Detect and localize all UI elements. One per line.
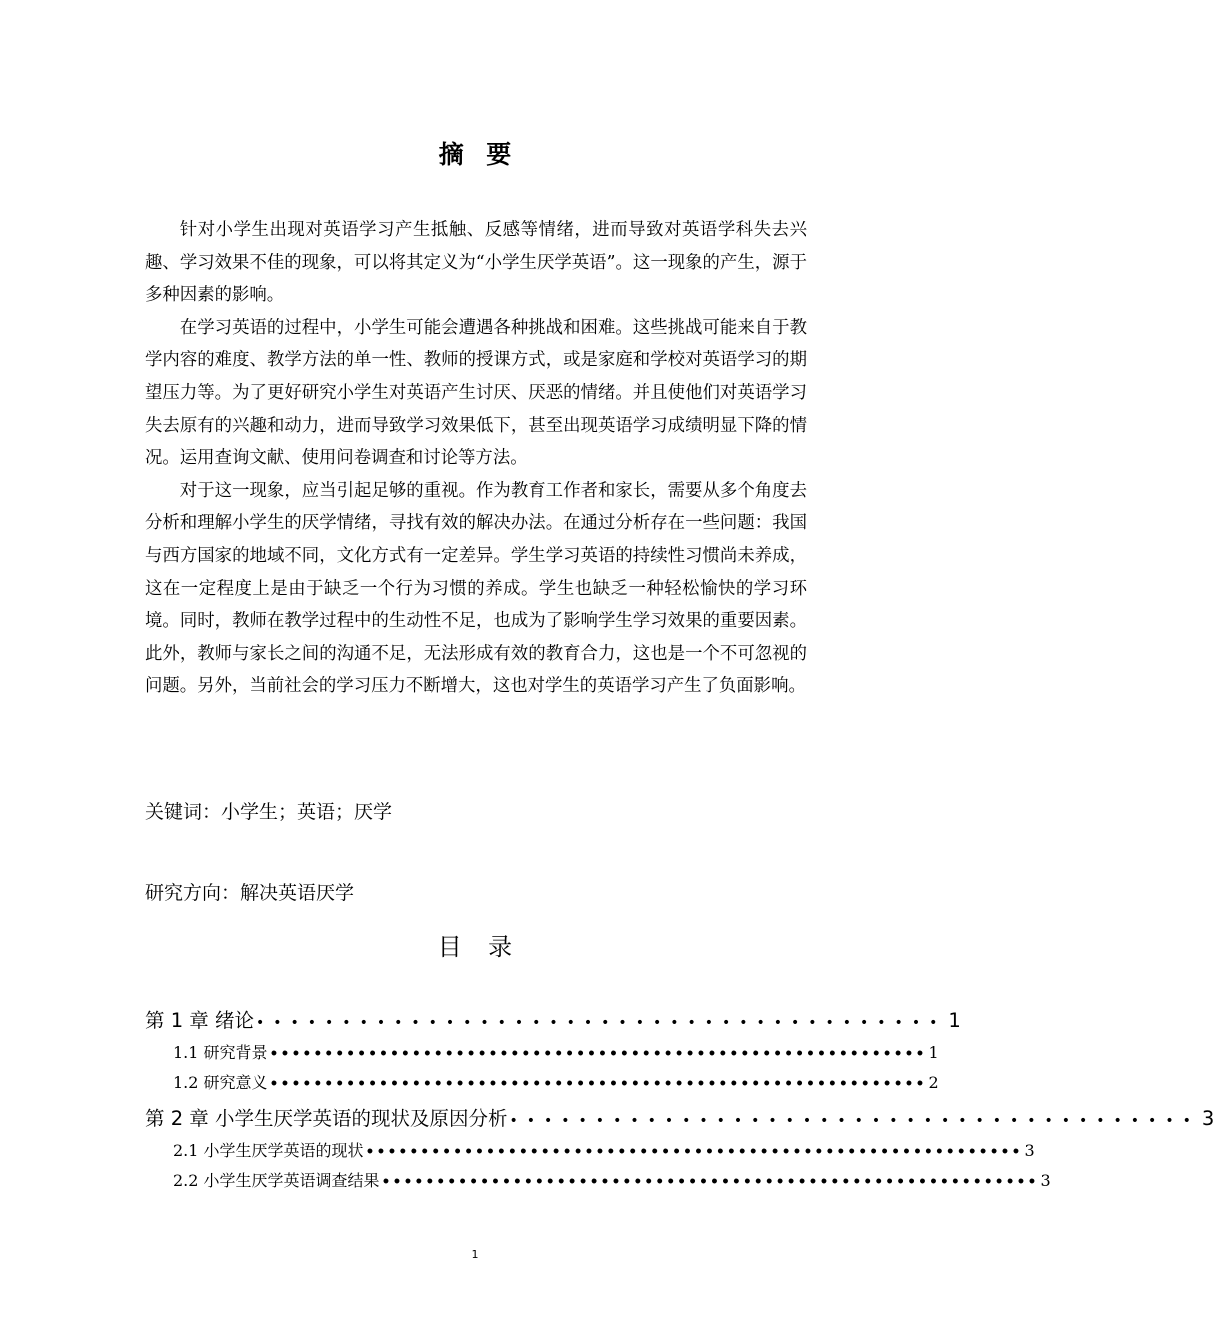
toc-dot-leader: ••••••••••••••••••••••••••••••••••••••••: [256, 1015, 947, 1031]
toc-entry-label: 2.1 小学生厌学英语的现状: [173, 1141, 364, 1160]
toc-dot-leader: ••••••••••••••••••••••••••••••••••••••••••••••••••••••••••••: [269, 1046, 927, 1062]
toc-entry-page: 3: [1024, 1141, 1035, 1160]
abstract-paragraph-2: 在学习英语的过程中，小学生可能会遭遇各种挑战和困难。这些挑战可能来自于教学内容的难度、教学方法的单一性、教师的授课方式，或是家庭和学校对英语学习的期望压力等。为了更好研究小学生对英语产生讨厌、厌恶的情绪。并且使他们对英语学习失去原有的兴趣和动力，进而导致学习效果低下，甚至出现英语学习成绩明显下降的情况。运用查询文献、使用问卷调查和讨论等方法。: [145, 317, 807, 469]
toc-entry-label: 第 2 章 小学生厌学英语的现状及原因分析: [145, 1107, 508, 1130]
toc-dot-leader: ••••••••••••••••••••••••••••••••••••••••••••••••••••••••••••: [269, 1076, 927, 1092]
toc-dot-leader: ••••••••••••••••••••••••••••••••••••••••••••••••••••••••••••: [365, 1144, 1023, 1160]
toc-title: 目录: [437, 933, 539, 961]
toc-entry-page: 3: [1201, 1107, 1214, 1130]
toc-entry-label: 2.2 小学生厌学英语调查结果: [173, 1171, 380, 1190]
page-number: 1: [471, 1248, 479, 1261]
abstract-paragraph-1: 针对小学生出现对英语学习产生抵触、反感等情绪，进而导致对英语学科失去兴趣、学习效果不佳的现象，可以将其定义为“小学生厌学英语”。这一现象的产生，源于多种因素的影响。: [145, 220, 807, 306]
toc-dot-leader: ••••••••••••••••••••••••••••••••••••••••: [509, 1113, 1200, 1129]
toc-entry-section-1-2[interactable]: [145, 1068, 939, 1098]
abstract-body: [145, 214, 807, 703]
research-direction-line: 研究方向：解决英语厌学: [145, 882, 355, 904]
toc-entry-chapter-1[interactable]: [145, 1004, 961, 1038]
toc-entry-section-2-2[interactable]: [145, 1166, 1051, 1196]
toc-dot-leader: ••••••••••••••••••••••••••••••••••••••••••••••••••••••••••••: [381, 1174, 1039, 1190]
abstract-title: 摘要: [438, 140, 534, 169]
toc-entry-section-1-1[interactable]: [145, 1038, 939, 1068]
toc-entry-page: 3: [1040, 1171, 1051, 1190]
abstract-paragraph-3: 对于这一现象，应当引起足够的重视。作为教育工作者和家长，需要从多个角度去分析和理解小学生的厌学情绪，寻找有效的解决办法。在通过分析存在一些问题：我国与西方国家的地域不同，文化方式有一定差异。学生学习英语的持续性习惯尚未养成，这在一定程度上是由于缺乏一个行为习惯的养成。学生也缺乏一种轻松愉快的学习环境。同时，教师在教学过程中的生动性不足，也成为了影响学生学习效果的重要因素。此外，教师与家长之间的沟通不足，无法形成有效的教育合力，这也是一个不可忽视的问题。另外，当前社会的学习压力不断增大，这也对学生的英语学习产生了负面影响。: [145, 480, 807, 697]
table-of-contents: [145, 1004, 1214, 1196]
toc-entry-page: 2: [928, 1073, 939, 1092]
toc-entry-label: 1.2 研究意义: [173, 1073, 268, 1092]
toc-entry-page: 1: [948, 1009, 961, 1032]
keywords-line: 关键词：小学生；英语；厌学: [145, 801, 393, 823]
toc-entry-label: 第 1 章 绪论: [145, 1009, 255, 1032]
toc-entry-chapter-2[interactable]: [145, 1102, 1214, 1136]
toc-entry-label: 1.1 研究背景: [173, 1043, 268, 1062]
toc-entry-section-2-1[interactable]: [145, 1136, 1035, 1166]
toc-entry-page: 1: [928, 1043, 939, 1062]
